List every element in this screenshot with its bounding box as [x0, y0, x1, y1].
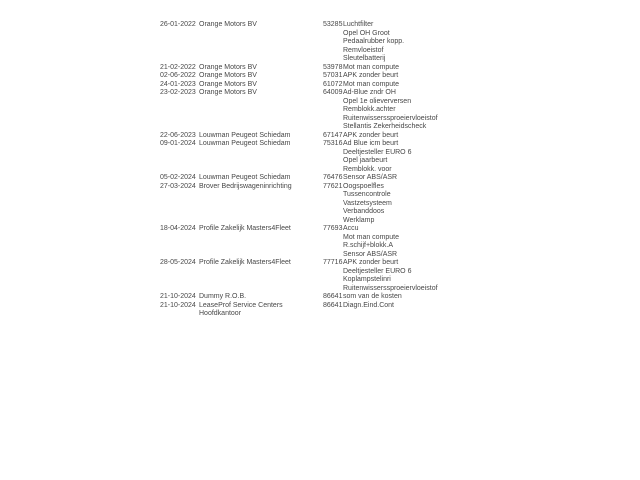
- row-description-line: Diagn.Eind.Cont: [343, 301, 394, 309]
- table-row: [160, 140, 490, 174]
- row-descriptions: [343, 81, 490, 90]
- row-company: Orange Motors BV: [199, 72, 257, 79]
- row-description-line: Accu: [343, 225, 359, 232]
- row-description-line: Ad-Blue zndr OH: [343, 89, 396, 96]
- row-company: Profile Zakelijk Masters4Fleet: [199, 259, 291, 266]
- table-row: [160, 293, 490, 302]
- table-row: [160, 21, 490, 64]
- row-descriptions: [343, 225, 490, 259]
- row-date: 27-03-2024: [160, 182, 196, 190]
- row-company: Profile Zakelijk Masters4Fleet: [199, 225, 291, 232]
- row-description-line: Ad Blue icm beurt: [343, 140, 399, 147]
- row-descriptions: [343, 132, 490, 141]
- maintenance-history-table: [160, 21, 490, 319]
- table-row: [160, 132, 490, 141]
- table-row: [160, 64, 490, 73]
- row-description-line: Opel jaarbeurt: [343, 157, 388, 164]
- row-description-line: Remvloeistof: [343, 46, 384, 54]
- row-descriptions: [343, 302, 490, 311]
- row-descriptions: [343, 72, 490, 81]
- row-description-line: Tussencontrole: [343, 191, 391, 198]
- row-description-line: Remblokk. voor: [343, 165, 392, 173]
- row-invoice-number: 53978: [323, 63, 343, 71]
- table-row: [160, 302, 490, 319]
- row-date: 21-10-2024: [160, 301, 196, 309]
- row-description-line: Oogspoelfles: [343, 182, 384, 190]
- table-row: [160, 174, 490, 183]
- row-invoice-number: 64009: [323, 89, 343, 96]
- row-description-line: APK zonder beurt: [343, 72, 399, 79]
- table-row: [160, 89, 490, 132]
- row-company: Louwman Peugeot Schiedam: [199, 174, 291, 181]
- row-invoice-number: 76476: [323, 174, 343, 181]
- row-description-line: Mot man compute: [343, 63, 400, 71]
- row-description-line: Deeltjesteller EURO 6: [343, 267, 412, 275]
- row-description-line: Ruitenwisserssproeiervloeistof: [343, 284, 438, 292]
- row-descriptions: [343, 183, 490, 226]
- row-invoice-number: 86641: [323, 293, 343, 300]
- row-description-line: Deeltjesteller EURO 6: [343, 148, 412, 156]
- row-descriptions: [343, 140, 490, 174]
- row-invoice-number: 67147: [323, 131, 343, 139]
- row-date: 09-01-2024: [160, 140, 196, 147]
- row-description-line: Sensor ABS/ASR: [343, 250, 398, 258]
- row-description-line: Mot man compute: [343, 233, 400, 241]
- row-date: 24-01-2023: [160, 80, 196, 88]
- row-company: Orange Motors BV: [199, 63, 257, 71]
- row-invoice-number: 57031: [323, 72, 343, 79]
- row-description-line: Stellantis Zekerheidscheck: [343, 123, 427, 130]
- row-company: Orange Motors BV: [199, 21, 257, 28]
- row-description-line: APK zonder beurt: [343, 131, 399, 139]
- row-invoice-number: 61072: [323, 80, 343, 88]
- row-company: Louwman Peugeot Schiedam: [199, 140, 291, 147]
- row-descriptions: [343, 89, 490, 132]
- row-date: 26-01-2022: [160, 21, 196, 28]
- row-invoice-number: 77716: [323, 259, 343, 266]
- row-description-line: Verbanddoos: [343, 208, 385, 215]
- row-date: 22-06-2023: [160, 131, 196, 139]
- row-description-line: R.schijf+blokk.A: [343, 242, 393, 249]
- row-description-line: Opel 1e olieverversen: [343, 97, 412, 105]
- row-description-line: Luchtfilter: [343, 21, 374, 28]
- row-description-line: Sleutelbatterij: [343, 55, 386, 62]
- row-date: 28-05-2024: [160, 259, 196, 266]
- row-description-line: Mot man compute: [343, 80, 400, 88]
- row-description-line: APK zonder beurt: [343, 259, 399, 266]
- table-row: [160, 72, 490, 81]
- row-invoice-number: 75316: [323, 140, 343, 147]
- table-row: [160, 183, 490, 226]
- row-descriptions: [343, 259, 490, 293]
- row-date: 23-02-2023: [160, 89, 196, 96]
- table-row: [160, 81, 490, 90]
- row-description-line: Remblokk.achter: [343, 106, 396, 113]
- row-descriptions: [343, 293, 490, 302]
- row-company: Louwman Peugeot Schiedam: [199, 131, 291, 139]
- row-invoice-number: 77621: [323, 182, 343, 190]
- row-invoice-number: 77693: [323, 225, 343, 232]
- table-row: [160, 259, 490, 293]
- row-invoice-number: 86641: [323, 301, 343, 309]
- row-description-line: som van de kosten: [343, 293, 402, 300]
- row-description-line: Opel OH Groot: [343, 29, 390, 37]
- row-date: 02-06-2022: [160, 72, 196, 79]
- row-company: Brover Bedrijswageninrichting: [199, 182, 292, 190]
- row-description-line: Ruitenwisserssproeiervloeistof: [343, 114, 438, 122]
- row-date: 05-02-2024: [160, 174, 196, 181]
- row-descriptions: [343, 64, 490, 73]
- row-company: LeaseProf Service Centers Hoofdkantoor: [199, 301, 283, 317]
- row-company: Orange Motors BV: [199, 89, 257, 96]
- table-row: [160, 225, 490, 259]
- row-description-line: Koplampstelinri: [343, 276, 391, 283]
- row-invoice-number: 53285: [323, 21, 343, 28]
- row-description-line: Sensor ABS/ASR: [343, 174, 398, 181]
- row-description-line: Pedaalrubber kopp.: [343, 38, 405, 45]
- row-company: Orange Motors BV: [199, 80, 257, 88]
- row-date: 21-10-2024: [160, 293, 196, 300]
- row-description-line: Werklamp: [343, 216, 375, 224]
- row-descriptions: [343, 174, 490, 183]
- row-date: 21-02-2022: [160, 63, 196, 71]
- row-date: 18-04-2024: [160, 225, 196, 232]
- row-descriptions: [343, 21, 490, 64]
- row-description-line: Vastzetsysteem: [343, 199, 392, 207]
- row-company: Dummy R.O.B.: [199, 293, 247, 300]
